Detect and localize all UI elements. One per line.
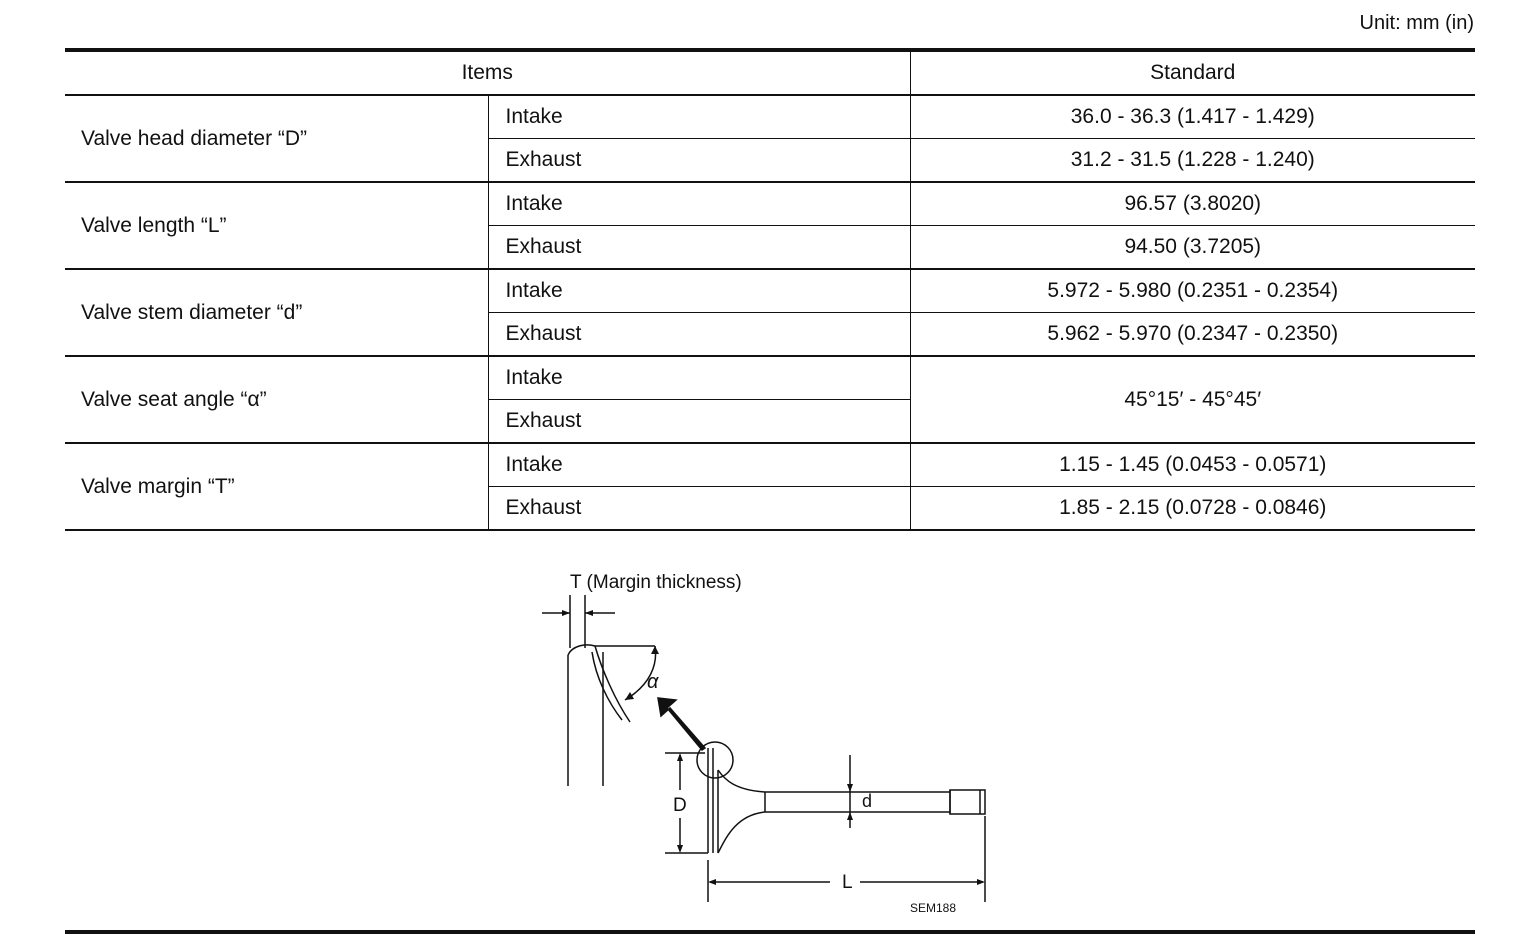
- bottom-rule: [65, 930, 1475, 934]
- valve-spec-table: [65, 48, 1475, 531]
- item-cell: Valve seat angle “α”: [65, 356, 488, 443]
- sub-label-cell: Intake: [488, 443, 910, 487]
- item-cell: Valve length “L”: [65, 182, 488, 269]
- table-header-row: [65, 50, 1475, 95]
- table-row: [65, 269, 1475, 313]
- sub-label-cell: Intake: [488, 95, 910, 139]
- sub-label-cell: Intake: [488, 356, 910, 400]
- l-label: L: [842, 872, 853, 893]
- sub-label-cell: Exhaust: [488, 313, 910, 357]
- standard-value-cell: 5.962 - 5.970 (0.2347 - 0.2350): [910, 313, 1475, 357]
- item-cell: Valve stem diameter “d”: [65, 269, 488, 356]
- sub-label-cell: Exhaust: [488, 400, 910, 444]
- sub-label-cell: Intake: [488, 182, 910, 226]
- sub-label-cell: Exhaust: [488, 139, 910, 183]
- table-row: [65, 182, 1475, 226]
- alpha-label: α: [647, 671, 659, 693]
- length-dimension: [708, 816, 985, 902]
- standard-value-cell: 36.0 - 36.3 (1.417 - 1.429): [910, 95, 1475, 139]
- item-cell: Valve head diameter “D”: [65, 95, 488, 182]
- standard-value-cell: 45°15′ - 45°45′: [910, 356, 1475, 443]
- standard-value-cell: 1.85 - 2.15 (0.0728 - 0.0846): [910, 487, 1475, 531]
- standard-value-cell: 94.50 (3.7205): [910, 226, 1475, 270]
- d-small-label: d: [862, 791, 873, 811]
- margin-thickness-label: T (Margin thickness): [570, 572, 742, 593]
- unit-label: Unit: mm (in): [1359, 12, 1474, 34]
- sub-label-cell: Exhaust: [488, 226, 910, 270]
- header-items: Items: [65, 50, 910, 95]
- table-row: [65, 443, 1475, 487]
- head-diameter-dimension: [665, 753, 708, 853]
- header-standard: Standard: [910, 50, 1475, 95]
- valve-drawing: [697, 742, 985, 853]
- standard-value-cell: 1.15 - 1.45 (0.0453 - 0.0571): [910, 443, 1475, 487]
- standard-value-cell: 31.2 - 31.5 (1.228 - 1.240): [910, 139, 1475, 183]
- valve-diagram: [530, 560, 1010, 920]
- sub-label-cell: Intake: [488, 269, 910, 313]
- figure-code: SEM188: [910, 901, 957, 915]
- d-big-label: D: [673, 795, 687, 816]
- item-cell: Valve margin “T”: [65, 443, 488, 530]
- margin-dimension: [542, 595, 615, 648]
- table-row: [65, 356, 1475, 400]
- detail-arrow: [658, 698, 705, 750]
- table-row: [65, 95, 1475, 139]
- standard-value-cell: 5.972 - 5.980 (0.2351 - 0.2354): [910, 269, 1475, 313]
- valve-head-detail: [568, 645, 659, 786]
- sub-label-cell: Exhaust: [488, 487, 910, 531]
- standard-value-cell: 96.57 (3.8020): [910, 182, 1475, 226]
